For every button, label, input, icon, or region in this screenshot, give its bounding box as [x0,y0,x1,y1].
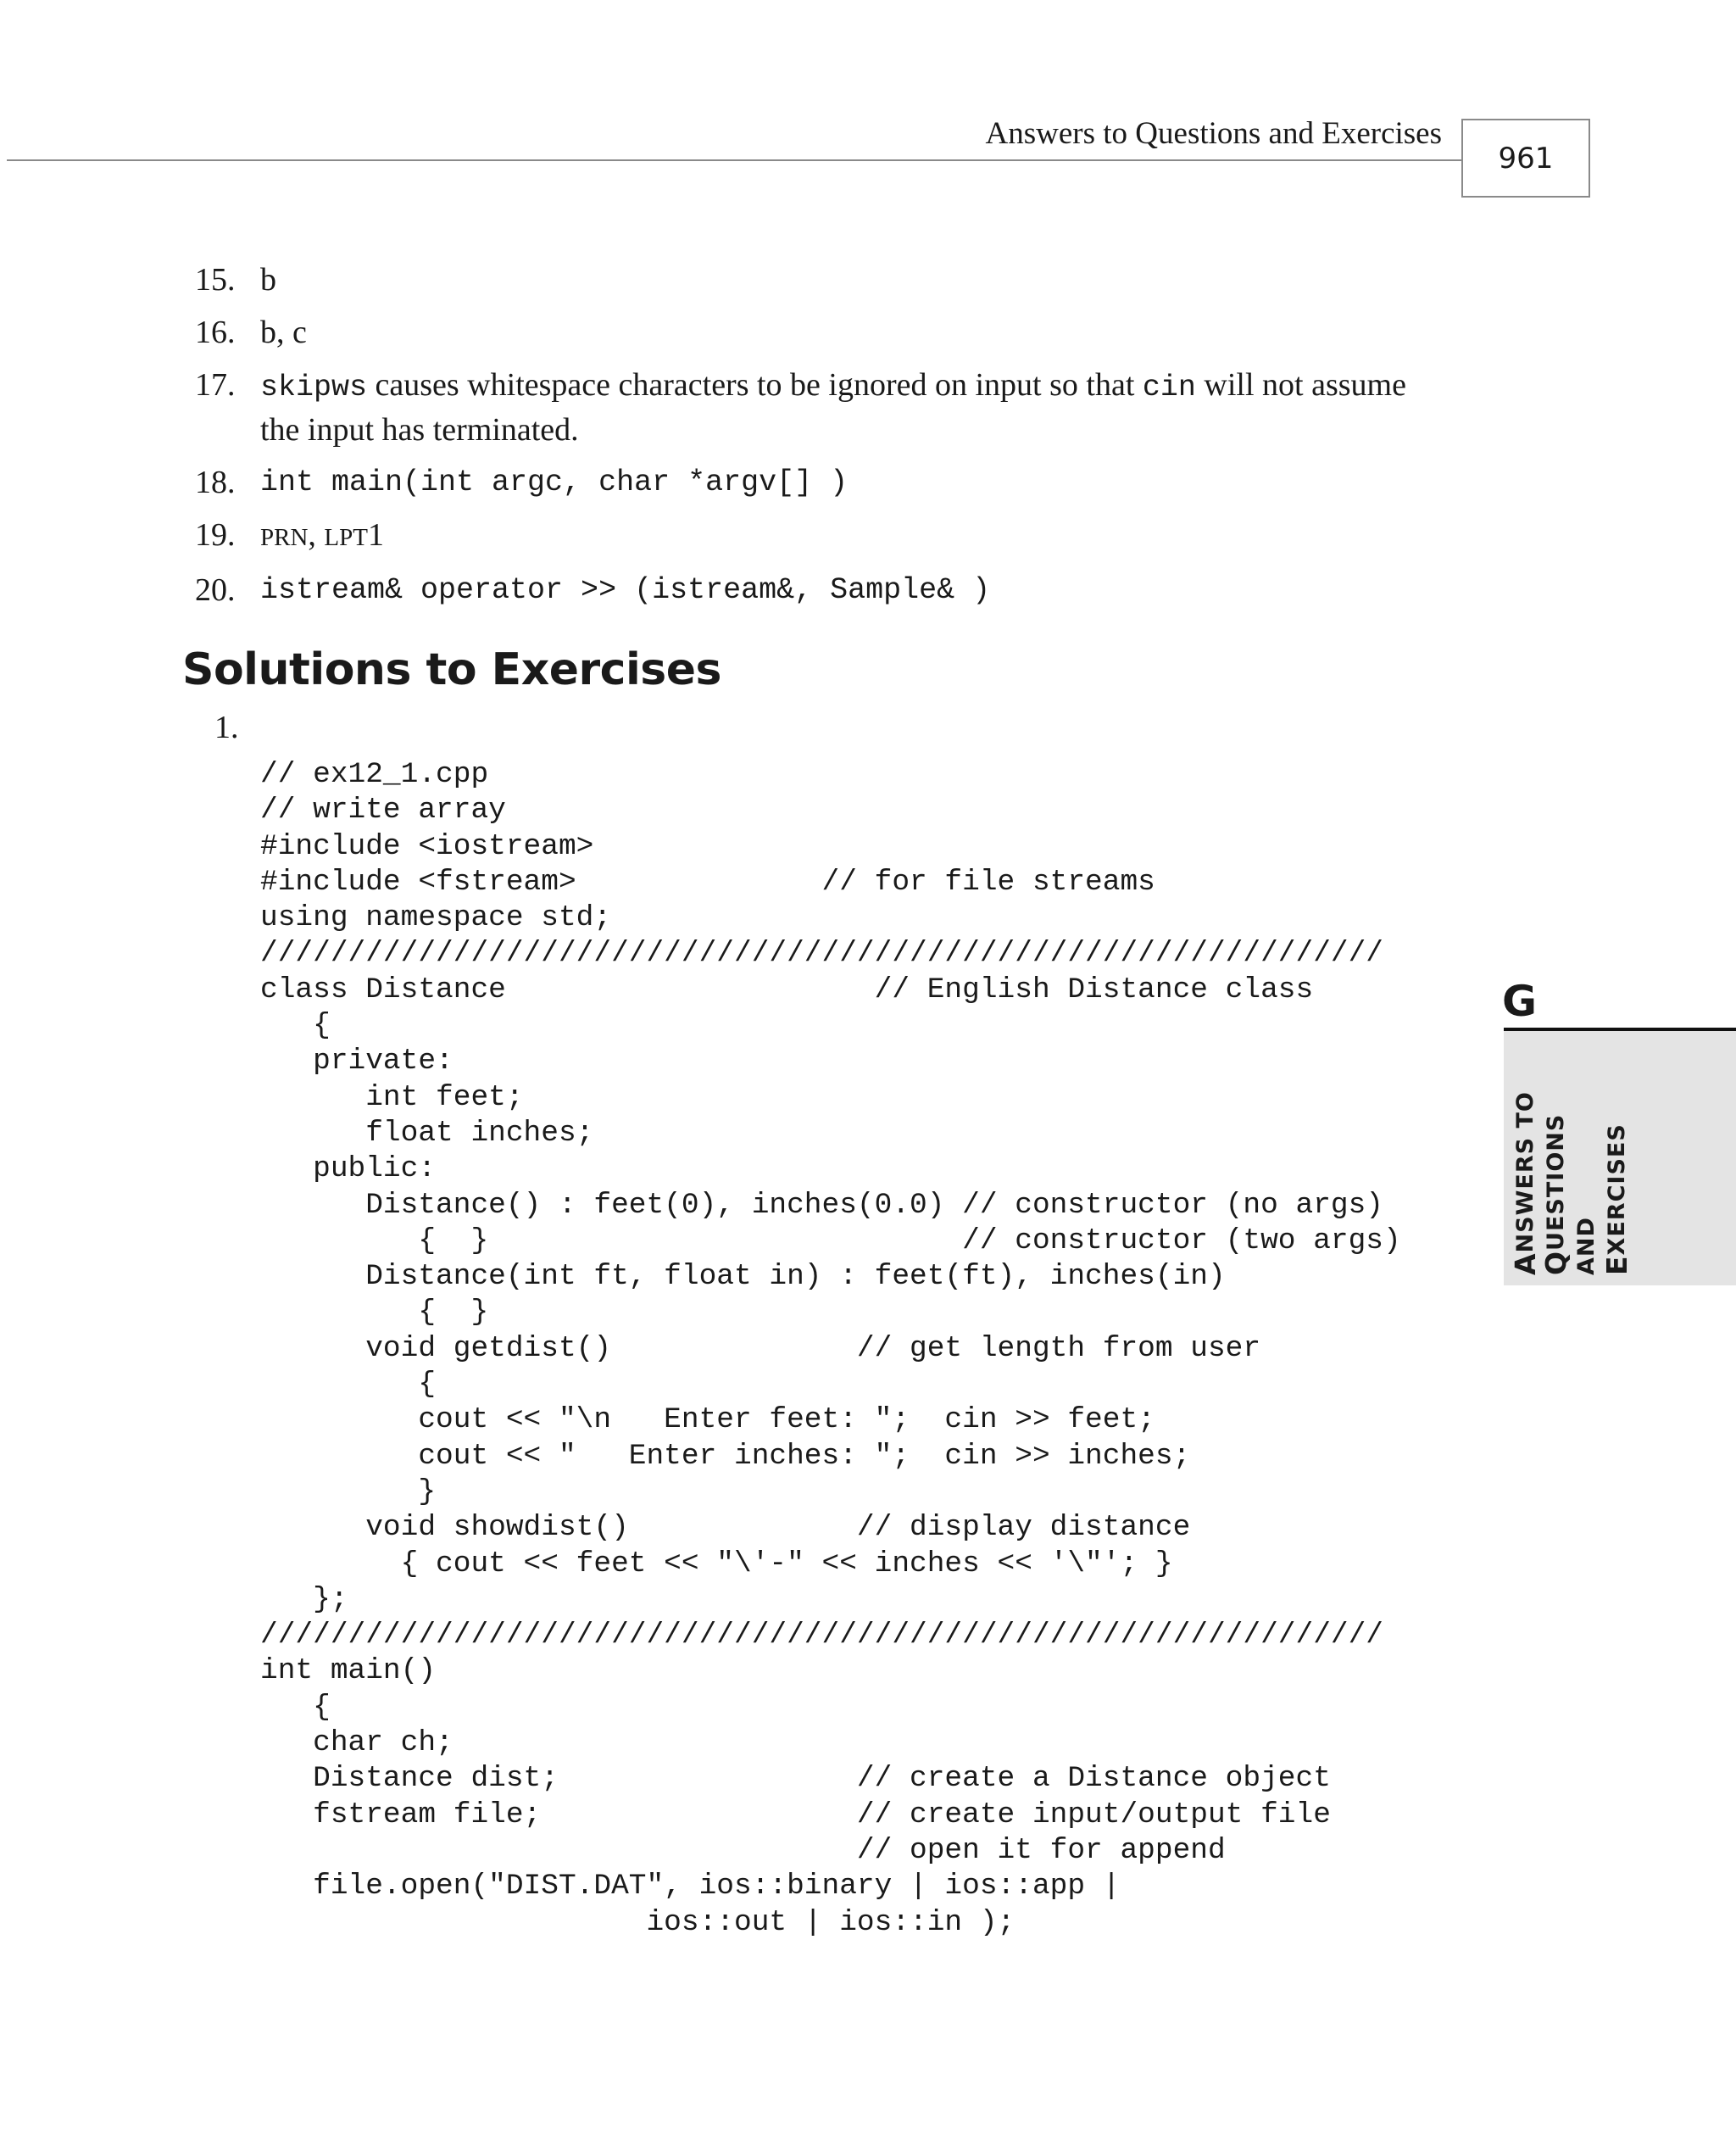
answer-text-part: causes whitespace characters to be ignored on input so that [367,367,1143,403]
answer-tail: 1 [367,517,384,553]
answer-item [195,259,1449,301]
answer-separator: , [308,517,325,553]
answer-text: b [260,262,276,298]
exercise-number: 1. [214,710,239,745]
thumb-tab-label [1509,1055,1633,1275]
answer-list [195,259,1449,622]
thumb-tab-line: QUESTIONS AND [1539,1113,1600,1275]
answer-item [195,311,1449,354]
answer-text-part: will not assume the input has terminated. [260,367,1406,448]
answer-code: istream& operator >> (istream&, Sample& ) [260,573,991,607]
small-caps-lpt: LPT [324,524,368,551]
answer-number: 19. [195,517,236,553]
answer-item [195,514,1449,559]
small-caps-prn: PRN [260,524,309,551]
page-number-box [1461,119,1590,198]
answer-number: 16. [195,315,236,350]
inline-code: skipws [260,371,368,404]
answer-item [195,461,1449,504]
thumb-tab-line: ANSWERS TO [1509,1091,1542,1275]
thumb-tab-line: EXERCISES [1600,1123,1633,1275]
running-head: Answers to Questions and Exercises [985,116,1442,151]
section-heading: Solutions to Exercises [182,644,721,695]
thumb-tab-letter: G [1502,977,1538,1026]
answer-number: 20. [195,572,236,608]
inline-code: cin [1142,371,1196,404]
header-rule [7,159,1461,161]
answer-text [260,364,1449,451]
answer-number: 17. [195,367,236,403]
answer-text [260,514,1449,559]
code-listing: // ex12_1.cpp // write array #include <iostream> #include <fstream> // for file streams using namespace std; //////////////////////////////////////////////////////////////// class Distance // English Distance class { private: int feet; float inches; public: Distance() : feet(0), inches(0.0) // constructor (no args) { } // constructor (two args) Distance(int ft, float in) : feet(ft), inches(in) { } void getdist() // get length from user { cout << "\n Enter feet: "; cin >> feet; cout << " Enter inches: "; cin >> inches; } void showdist() // display distance { cout << feet << "\'-" << inches << '\"'; } }; //////////////////////////////////////////////////////////////// int main() { char ch; Distance dist; // create a Distance object fstream file; // create input/output file // open it for append file.open("DIST.DAT", ios::binary | ios::app | ios::out | ios::in ); [260,758,1401,1939]
answer-text: b, c [260,315,307,350]
answer-item [195,569,1449,611]
answer-item [195,364,1449,451]
answer-code: int main(int argc, char *argv[] ) [260,465,849,499]
answer-number: 18. [195,465,236,500]
answer-number: 15. [195,262,236,298]
page-number: 961 [1498,141,1554,176]
